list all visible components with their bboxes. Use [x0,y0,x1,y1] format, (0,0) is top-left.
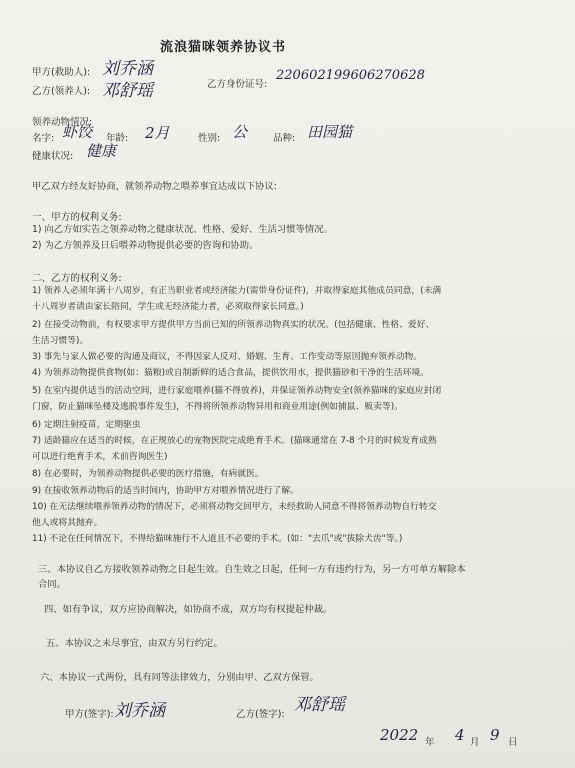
section-6: 六、本协议一式两份，具有同等法律效力，分别由甲、乙双方保管。 [40,672,319,683]
section-2-line: 他人或将其抛弃。 [32,518,103,528]
party-a-signature: 刘乔涵 [102,59,153,79]
sign-b-label: 乙方(签字): [236,709,285,720]
section-2-line: 9) 在接收领养动物后的适当时间内，协助甲方对喂养情况进行了解。 [32,486,299,496]
party-b-label: 乙方(领养人): [32,86,91,97]
document-title: 流浪猫咪领养协议书 [160,40,287,55]
date-month: 4 [455,726,465,744]
section-2-line: 11) 不论在任何情况下，不得给猫咪施行不人道且不必要的手术。(如："去爪"或"拔除犬齿"等。) [32,534,403,544]
name-label: 名字: [32,133,55,144]
gender-value: 公 [232,123,248,141]
section-2-title: 二、乙方的权利义务: [32,273,122,284]
section-1-item: 1) 向乙方如实告之领养动物之健康状况、性格、爱好、生活习惯等情况。 [32,224,333,235]
age-label: 年龄: [106,133,129,144]
section-2-line: 4) 为领养动物提供食物(如：猫粮)或自制新鲜的适合食品，提供饮用水，提供猫砂和干净的生活环境。 [32,368,429,378]
section-2-line: 2) 在接受动物前，有权要求甲方提供甲方当前已知的所领养动物真实的状况。(包括健康、性格、爱好、 [32,320,435,330]
section-2-line: 生活习惯等)。 [32,336,89,346]
sign-a-label: 甲方(签字): [65,709,114,720]
section-3-line: 三、本协议自乙方接收领养动物之日起生效。自生效之日起，任何一方有违约行为，另一方可单方解除本 [38,564,466,575]
date-year-unit: 年 [425,737,435,748]
date-year: 2022 [380,726,419,744]
health-label: 健康状况: [32,151,74,162]
party-a-label: 甲方(救助人): [32,67,91,78]
section-2-line: 10) 在无法继续喂养领养动物的情况下，必须将动物交回甲方，未经救助人同意不得将领养动物自行转交 [32,502,437,512]
section-2-line: 1) 领养人必须年满十八周岁，有正当职业者或经济能力(需带身份证件)，并取得家庭其他成员同意，(未满 [32,286,442,296]
age-value: 2月 [145,124,170,142]
section-1-title: 一、甲方的权利义务: [32,212,122,223]
date-day: 9 [490,726,500,744]
breed-label: 品种: [273,133,296,144]
animal-info-label: 领养动物情况: [32,117,93,128]
gender-label: 性别: [198,133,221,144]
name-value: 虾饺 [62,123,93,141]
section-2-line: 7) 适龄猫应在适当的时候，在正规放心的宠物医院完成绝育手术。(猫咪通常在 7-8 个月的时候发育成熟 [32,436,437,446]
sign-a-signature: 刘乔涵 [114,701,165,721]
section-5: 五、本协议之未尽事宜，由双方另行约定。 [46,638,223,649]
sign-b-signature: 邓舒瑶 [294,695,345,715]
intro-text: 甲乙双方经友好协商，就领养动物之喂养事宜达成以下协议: [32,181,277,192]
section-2-line: 门窗，防止猫咪坠楼及逃脱事件发生)，不得将所领养动物异用和商业用途(例如捕鼠、贩卖等)。 [32,402,403,412]
section-2-line: 十八周岁者请由家长陪同，学生或无经济能力者，必须取得家长同意。) [32,302,304,312]
section-2-line: 6) 定期注射疫苗，定期驱虫 [32,420,141,430]
breed-value: 田园猫 [307,123,353,141]
section-2-line: 8) 在必要时，为领养动物提供必要的医疗措施，有病就医。 [32,469,264,479]
id-value: 220602199606270628 [276,68,425,83]
section-3-line: 合同。 [38,579,66,590]
section-2-line: 5) 在室内提供适当的活动空间，进行家庭喂养(猫不得放养)，并保证领养动物安全(领养猫咪的家庭应封闭 [32,386,442,396]
id-label: 乙方身份证号: [207,79,268,90]
party-b-signature: 邓舒瑶 [102,81,153,101]
section-2-line: 可以进行绝育手术，术前咨询医生) [32,452,168,462]
section-1-item: 2) 为乙方领养及日后喂养动物提供必要的咨询和协助。 [32,240,259,251]
date-day-unit: 日 [508,737,518,748]
date-month-unit: 月 [470,737,480,748]
health-value: 健康 [86,142,117,160]
section-2-line: 3) 事先与家人做必要的沟通及商议，不得因家人反对、婚姻、生育、工作变动等原因抛弃领养动物。 [32,352,423,362]
section-4: 四、如有争议，双方应协商解决，如协商不成，双方均有权提起仲裁。 [44,604,333,615]
